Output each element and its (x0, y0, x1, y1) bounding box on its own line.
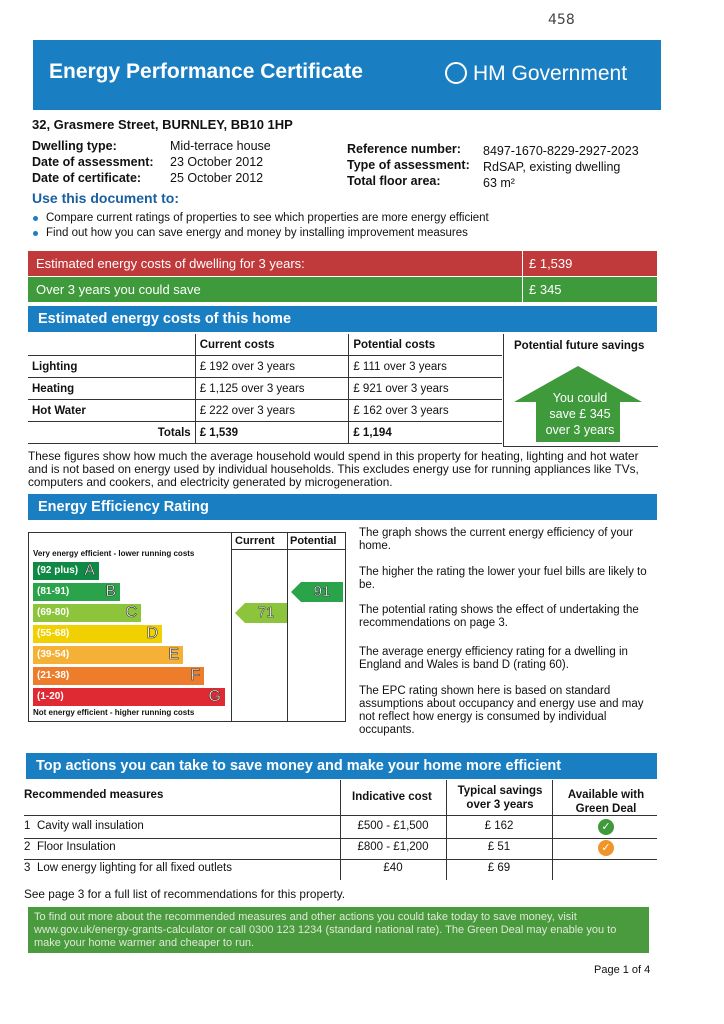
rating-paragraph: The higher the rating the lower your fuel bills are likely to be. (359, 566, 647, 591)
measure-saving: £ 51 (487, 841, 511, 853)
head-savings: Potential future savings (514, 340, 645, 352)
save-value: £ 345 (529, 282, 562, 297)
rating-head-potential: Potential (290, 535, 337, 547)
rating-paragraph: The potential rating shows the effect of undertaking the recommendations on page 3. (359, 604, 639, 629)
table-row (24, 859, 657, 860)
rating-chart (28, 532, 346, 722)
page-number: Page 1 of 4 (594, 964, 651, 976)
rating-head-current: Current (235, 535, 275, 547)
rating-band-f: (21-38) F (33, 667, 204, 685)
save-bar: Over 3 years you could save £ 345 (28, 277, 657, 302)
head-savings-3yr: Typical savings over 3 years (457, 785, 543, 811)
totals-row: Totals £ 1,539 £ 1,194 (28, 422, 502, 444)
measure-saving: £ 162 (484, 820, 514, 832)
reference-label: Reference number: (347, 142, 461, 156)
measure-name: Floor Insulation (37, 841, 116, 853)
see-page-note: See page 3 for a full list of recommendations for this property. (24, 887, 346, 901)
dwelling-type-label: Dwelling type: (32, 139, 117, 153)
measure-number: 2 (24, 841, 31, 853)
rating-band-g: (1-20) G (33, 688, 225, 706)
handwritten-note: 458 (548, 12, 575, 28)
rating-paragraph: The EPC rating shown here is based on standard assumptions about occupancy and energy use and may not reflect how energy is consumed by individual occupants. (359, 685, 644, 736)
property-address: 32, Grasmere Street, BURNLEY, BB10 1HP (32, 117, 293, 132)
table-row: Heating £ 1,125 over 3 years £ 921 over 3 years (28, 378, 502, 400)
green-deal-note: To find out more about the recommended measures and other actions you could take today to save money, visit www.gov.uk/energy-grants-calculator or call 0300 123 1234 (standard national rate). The Green Deal may enable you to make your home warmer and cheaper to run. (28, 907, 649, 953)
costs-section-header: Estimated energy costs of this home (28, 306, 657, 332)
measure-cost: £40 (383, 862, 403, 874)
head-current: Current costs (195, 334, 349, 356)
use-bullet: Find out how you can save energy and money by installing improvement measures (46, 227, 468, 239)
measure-name: Low energy lighting for all fixed outlets (37, 862, 232, 874)
date-certificate-label: Date of certificate: (32, 171, 142, 185)
estimated-costs-bar: Estimated energy costs of dwelling for 3 years: £ 1,539 (28, 251, 657, 276)
measure-cost: £500 - £1,500 (357, 820, 429, 832)
potential-rating-arrow: 91 (291, 582, 343, 602)
rating-band-b: (81-91) B (33, 583, 120, 601)
current-rating-arrow: 71 (235, 603, 287, 623)
rating-section-header: Energy Efficiency Rating (28, 494, 657, 520)
assessment-type: RdSAP, existing dwelling (483, 160, 621, 174)
measure-number: 1 (24, 820, 31, 832)
date-assessment-label: Date of assessment: (32, 155, 154, 169)
table-row: Lighting £ 192 over 3 years £ 111 over 3 years (28, 356, 502, 378)
actions-section-header: Top actions you can take to save money and make your home more efficient (26, 753, 657, 779)
savings-box (503, 334, 658, 447)
rating-band-a: (92 plus) A (33, 562, 99, 580)
floor-area-label: Total floor area: (347, 174, 441, 188)
rating-band-c: (69-80) C (33, 604, 141, 622)
head-green-deal: Available with Green Deal (567, 789, 645, 815)
rating-band-e: (39-54) E (33, 646, 183, 664)
page-title: Energy Performance Certificate (49, 60, 363, 83)
head-cost: Indicative cost (352, 791, 432, 803)
measure-saving: £ 69 (487, 862, 511, 874)
rating-bottom-note: Not energy efficient - higher running costs (33, 708, 195, 717)
crest-icon (445, 62, 467, 84)
use-bullet: Compare current ratings of properties to see which properties are more energy efficient (46, 212, 489, 224)
measure-cost: £800 - £1,200 (357, 841, 429, 853)
costs-note: These figures show how much the average household would spend in this property for heating, lighting and hot water and is not based on energy used by individual households. This excludes energy use for running appliances like TVs, computers and cookers, and electricity generated by microgeneration. (28, 449, 639, 489)
rating-band-d: (55-68) D (33, 625, 162, 643)
rating-paragraph: The average energy efficiency rating for a dwelling in England and Wales is band D (rating 60). (359, 646, 628, 671)
estimated-costs-value: £ 1,539 (529, 256, 573, 271)
rating-top-note: Very energy efficient - lower running costs (33, 549, 195, 558)
header-banner (33, 40, 661, 110)
use-document-heading: Use this document to: (32, 190, 180, 206)
table-row (24, 880, 657, 881)
costs-table (28, 334, 502, 444)
dwelling-type: Mid-terrace house (170, 139, 271, 153)
head-potential: Potential costs (349, 334, 502, 356)
table-row (24, 838, 657, 839)
house-text: You could save £ 345 over 3 years (545, 391, 615, 437)
table-row: Hot Water £ 222 over 3 years £ 162 over 3 years (28, 400, 502, 422)
head-measures: Recommended measures (24, 789, 164, 801)
measure-name: Cavity wall insulation (37, 820, 144, 832)
gov-logo: HM Government (473, 62, 628, 85)
assessment-type-label: Type of assessment: (347, 158, 470, 172)
date-assessment: 23 October 2012 (170, 155, 264, 169)
rating-paragraph: The graph shows the current energy efficiency of your home. (359, 527, 634, 552)
floor-area: 63 m² (483, 176, 515, 190)
orange-check-icon: ✓ (554, 840, 658, 856)
measure-number: 3 (24, 862, 31, 874)
green-check-icon: ✓ (554, 819, 658, 835)
reference-number: 8497-1670-8229-2927-2023 (483, 144, 639, 158)
date-certificate: 25 October 2012 (170, 171, 264, 185)
